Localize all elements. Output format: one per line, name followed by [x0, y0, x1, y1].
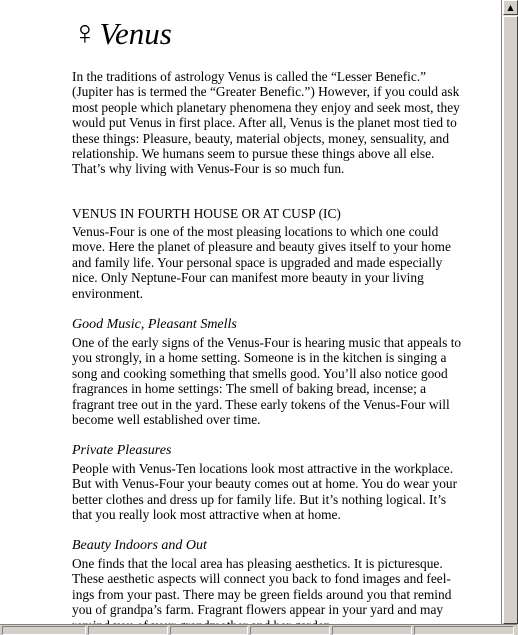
status-segment-1	[2, 626, 86, 635]
venus-symbol-icon: ♀	[72, 15, 98, 52]
status-segment-4	[250, 626, 330, 635]
subheading-beauty-indoors: Beauty Indoors and Out	[72, 538, 207, 553]
title-text: Venus	[99, 16, 172, 51]
page-title	[72, 14, 172, 54]
subheading-private-pleasures: Private Pleasures	[72, 443, 172, 458]
section-paragraph: Venus-Four is one of the most pleasing locations to which one could move. Here the planet of pleasure and beauty gives itself to your home and family life. Your personal space is upgraded and made especially nice. Only Neptune-Four can manifest more beauty in your living environment.	[72, 224, 451, 301]
paragraph-beauty-indoors: One finds that the local area has pleasing aesthetics. It is picturesque. These aesthetic aspects will connect you back to fond images and feel-ings from your past. There may be green fields around you that remind you of grandpa’s farm. Fragrant flowers appear in your yard and may	[72, 556, 452, 618]
status-segment-2	[88, 626, 168, 635]
status-segment-3	[170, 626, 248, 635]
scrollbar-thumb[interactable]	[503, 16, 518, 624]
scroll-up-arrow-icon[interactable]: ▲	[503, 0, 518, 15]
status-segment-6	[414, 626, 514, 635]
status-segment-5	[332, 626, 412, 635]
paragraph-good-music: One of the early signs of the Venus-Four is hearing music that appeals to you strongly, in a home setting. Someone is in the kitchen is singing a song and cooking something that smells good. You’ll also notice good fragrances in home settings: The smell of baking bread, incense; a fragrant tree out in the yard. These early tokens of the Venus-Four will become well established over time.	[72, 335, 462, 428]
status-bar	[0, 624, 517, 635]
subheading-good-music: Good Music, Pleasant Smells	[72, 317, 237, 332]
paragraph-private-pleasures: People with Venus-Ten locations look most attractive in the workplace. But with Venus-Four your beauty comes out at home. You do wear your better clothes and dress up for family life. But it’s nothing logical. It’s that you really look most attractive when at home.	[72, 461, 458, 523]
section-heading: VENUS IN FOURTH HOUSE OR AT CUSP (IC)	[72, 206, 341, 221]
vertical-scrollbar[interactable]	[502, 0, 518, 624]
intro-paragraph: In the traditions of astrology Venus is called the “Lesser Benefic.” (Jupiter has is termed the “Greater Benefic.”) However, if you could ask most people which planetary phenomena they enjoy and seek most, they would put Venus in first place. After all, Venus is the planet most tied to these things: Pleasure, beauty, material objects, money, sensuality, and relationship. We humans seem to pursue these things above all else. That’s why living with Venus-Four is so much fun.	[72, 69, 460, 177]
